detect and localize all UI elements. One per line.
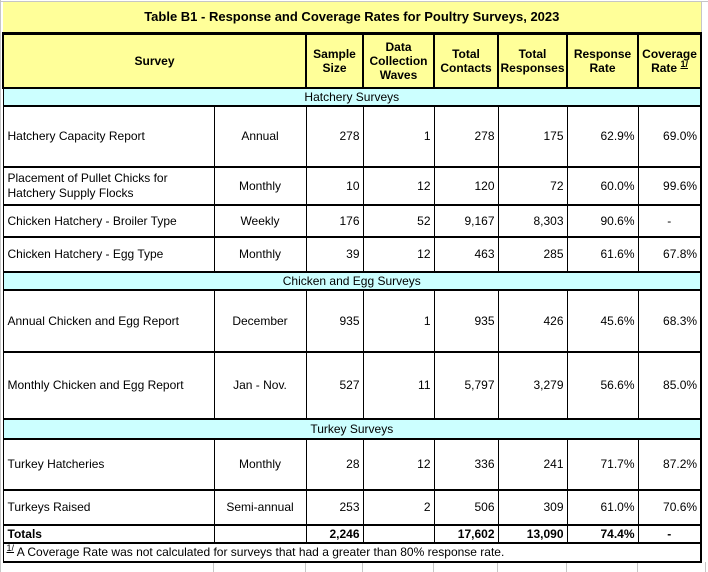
gridline-stub xyxy=(566,562,567,572)
table-row xyxy=(3,352,701,419)
cell-contacts[interactable]: 935 xyxy=(434,290,498,352)
table-row xyxy=(3,237,701,272)
cell-survey[interactable]: Turkey Hatcheries xyxy=(3,439,214,490)
column-header-row xyxy=(3,33,701,88)
totals-row xyxy=(3,525,701,543)
cell-coverage-rate[interactable]: 70.6% xyxy=(638,490,701,525)
footnote-text: A Coverage Rate was not calculated for surveys that had a greater than 80% response rate. xyxy=(16,545,505,559)
section-row-chicken-egg xyxy=(3,272,701,290)
cell-frequency[interactable]: Weekly xyxy=(214,205,306,237)
cell-survey[interactable]: Hatchery Capacity Report xyxy=(3,106,214,167)
cell-coverage-rate[interactable]: 99.6% xyxy=(638,167,701,205)
cell-contacts[interactable]: 463 xyxy=(434,237,498,272)
poultry-survey-table xyxy=(2,2,702,563)
section-header-chicken-and-egg-surveys[interactable]: Chicken and Egg Surveys xyxy=(3,272,701,290)
cell-response-rate[interactable]: 56.6% xyxy=(567,352,638,419)
table-title[interactable]: Table B1 - Response and Coverage Rates for Poultry Surveys, 2023 xyxy=(3,2,701,33)
section-row-hatchery xyxy=(3,88,701,106)
cell-survey[interactable]: Chicken Hatchery - Egg Type xyxy=(3,237,214,272)
cell-waves-total[interactable] xyxy=(363,525,434,543)
cell-waves[interactable]: 11 xyxy=(363,352,434,419)
cell-frequency[interactable]: Semi-annual xyxy=(214,490,306,525)
cell-response-rate-total[interactable]: 74.4% xyxy=(567,525,638,543)
cell-sample-size[interactable]: 39 xyxy=(306,237,363,272)
cell-coverage-rate-total[interactable]: - xyxy=(638,525,701,543)
cell-contacts[interactable]: 336 xyxy=(434,439,498,490)
gridline-stub xyxy=(497,562,498,572)
footnote-row xyxy=(3,543,701,562)
cell-frequency[interactable]: Monthly xyxy=(214,167,306,205)
table-row xyxy=(3,439,701,490)
cell-frequency[interactable] xyxy=(214,525,306,543)
col-header-coverage-rate[interactable] xyxy=(638,33,701,88)
table-row xyxy=(3,106,701,167)
cell-coverage-rate[interactable]: 67.8% xyxy=(638,237,701,272)
col-header-sample-size[interactable]: Sample Size xyxy=(306,33,363,88)
cell-contacts-total[interactable]: 17,602 xyxy=(434,525,498,543)
cell-survey[interactable]: Turkeys Raised xyxy=(3,490,214,525)
col-header-waves[interactable]: Data Collection Waves xyxy=(363,33,434,88)
cell-coverage-rate[interactable]: 69.0% xyxy=(638,106,701,167)
cell-waves[interactable]: 1 xyxy=(363,106,434,167)
col-header-survey[interactable]: Survey xyxy=(3,33,306,88)
col-header-responses[interactable]: Total Responses xyxy=(498,33,567,88)
cell-totals-label[interactable]: Totals xyxy=(3,525,214,543)
footnote-cell[interactable] xyxy=(3,543,701,562)
cell-responses[interactable]: 309 xyxy=(498,490,567,525)
cell-coverage-rate[interactable]: 87.2% xyxy=(638,439,701,490)
table-row xyxy=(3,167,701,205)
cell-responses[interactable]: 241 xyxy=(498,439,567,490)
cell-survey[interactable]: Chicken Hatchery - Broiler Type xyxy=(3,205,214,237)
cell-responses[interactable]: 72 xyxy=(498,167,567,205)
cell-contacts[interactable]: 278 xyxy=(434,106,498,167)
gridline-stub xyxy=(213,562,214,572)
cell-response-rate[interactable]: 61.0% xyxy=(567,490,638,525)
footnote-marker: 1/ xyxy=(6,543,15,553)
gridline-stub xyxy=(705,562,706,572)
cell-sample-size-total[interactable]: 2,246 xyxy=(306,525,363,543)
cell-frequency[interactable]: Monthly xyxy=(214,439,306,490)
cell-contacts[interactable]: 5,797 xyxy=(434,352,498,419)
cell-responses[interactable]: 175 xyxy=(498,106,567,167)
cell-sample-size[interactable]: 278 xyxy=(306,106,363,167)
cell-responses[interactable]: 3,279 xyxy=(498,352,567,419)
gridline-left xyxy=(0,0,1,572)
cell-response-rate[interactable]: 45.6% xyxy=(567,290,638,352)
cell-waves[interactable]: 12 xyxy=(363,237,434,272)
cell-frequency[interactable]: Monthly xyxy=(214,237,306,272)
cell-contacts[interactable]: 9,167 xyxy=(434,205,498,237)
section-header-turkey-surveys[interactable]: Turkey Surveys xyxy=(3,419,701,439)
cell-responses[interactable]: 8,303 xyxy=(498,205,567,237)
cell-sample-size[interactable]: 527 xyxy=(306,352,363,419)
table-row xyxy=(3,290,701,352)
cell-coverage-rate[interactable]: 85.0% xyxy=(638,352,701,419)
cell-responses[interactable]: 285 xyxy=(498,237,567,272)
col-header-contacts[interactable]: Total Contacts xyxy=(434,33,498,88)
cell-contacts[interactable]: 506 xyxy=(434,490,498,525)
cell-survey[interactable]: Placement of Pullet Chicks for Hatchery Supply Flocks xyxy=(3,167,214,205)
gridline-stub xyxy=(433,562,434,572)
cell-sample-size[interactable]: 10 xyxy=(306,167,363,205)
cell-survey[interactable]: Annual Chicken and Egg Report xyxy=(3,290,214,352)
section-row-turkey xyxy=(3,419,701,439)
cell-waves[interactable]: 1 xyxy=(363,290,434,352)
cell-coverage-rate[interactable]: 68.3% xyxy=(638,290,701,352)
cell-sample-size[interactable]: 176 xyxy=(306,205,363,237)
coverage-rate-label: Coverage Rate xyxy=(642,46,697,75)
table-row xyxy=(3,490,701,525)
cell-sample-size[interactable]: 935 xyxy=(306,290,363,352)
footnote-marker: 1/ xyxy=(680,58,688,69)
gridline-stub xyxy=(362,562,363,572)
gridline-stub xyxy=(305,562,306,572)
cell-sample-size[interactable]: 28 xyxy=(306,439,363,490)
cell-response-rate[interactable]: 62.9% xyxy=(567,106,638,167)
cell-coverage-rate[interactable]: - xyxy=(638,205,701,237)
cell-frequency[interactable]: Annual xyxy=(214,106,306,167)
gridline-stub xyxy=(637,562,638,572)
cell-frequency[interactable]: December xyxy=(214,290,306,352)
cell-waves[interactable]: 12 xyxy=(363,167,434,205)
cell-contacts[interactable]: 120 xyxy=(434,167,498,205)
col-header-response-rate[interactable]: Response Rate xyxy=(567,33,638,88)
cell-waves[interactable]: 52 xyxy=(363,205,434,237)
cell-frequency[interactable]: Jan - Nov. xyxy=(214,352,306,419)
section-header-hatchery-surveys[interactable]: Hatchery Surveys xyxy=(3,88,701,106)
cell-response-rate[interactable]: 61.6% xyxy=(567,237,638,272)
cell-responses-total[interactable]: 13,090 xyxy=(498,525,567,543)
cell-responses[interactable]: 426 xyxy=(498,290,567,352)
cell-response-rate[interactable]: 71.7% xyxy=(567,439,638,490)
cell-sample-size[interactable]: 253 xyxy=(306,490,363,525)
cell-waves[interactable]: 12 xyxy=(363,439,434,490)
cell-waves[interactable]: 2 xyxy=(363,490,434,525)
cell-response-rate[interactable]: 90.6% xyxy=(567,205,638,237)
cell-response-rate[interactable]: 60.0% xyxy=(567,167,638,205)
table-title-row xyxy=(3,2,701,33)
cell-survey[interactable]: Monthly Chicken and Egg Report xyxy=(3,352,214,419)
table-row xyxy=(3,205,701,237)
